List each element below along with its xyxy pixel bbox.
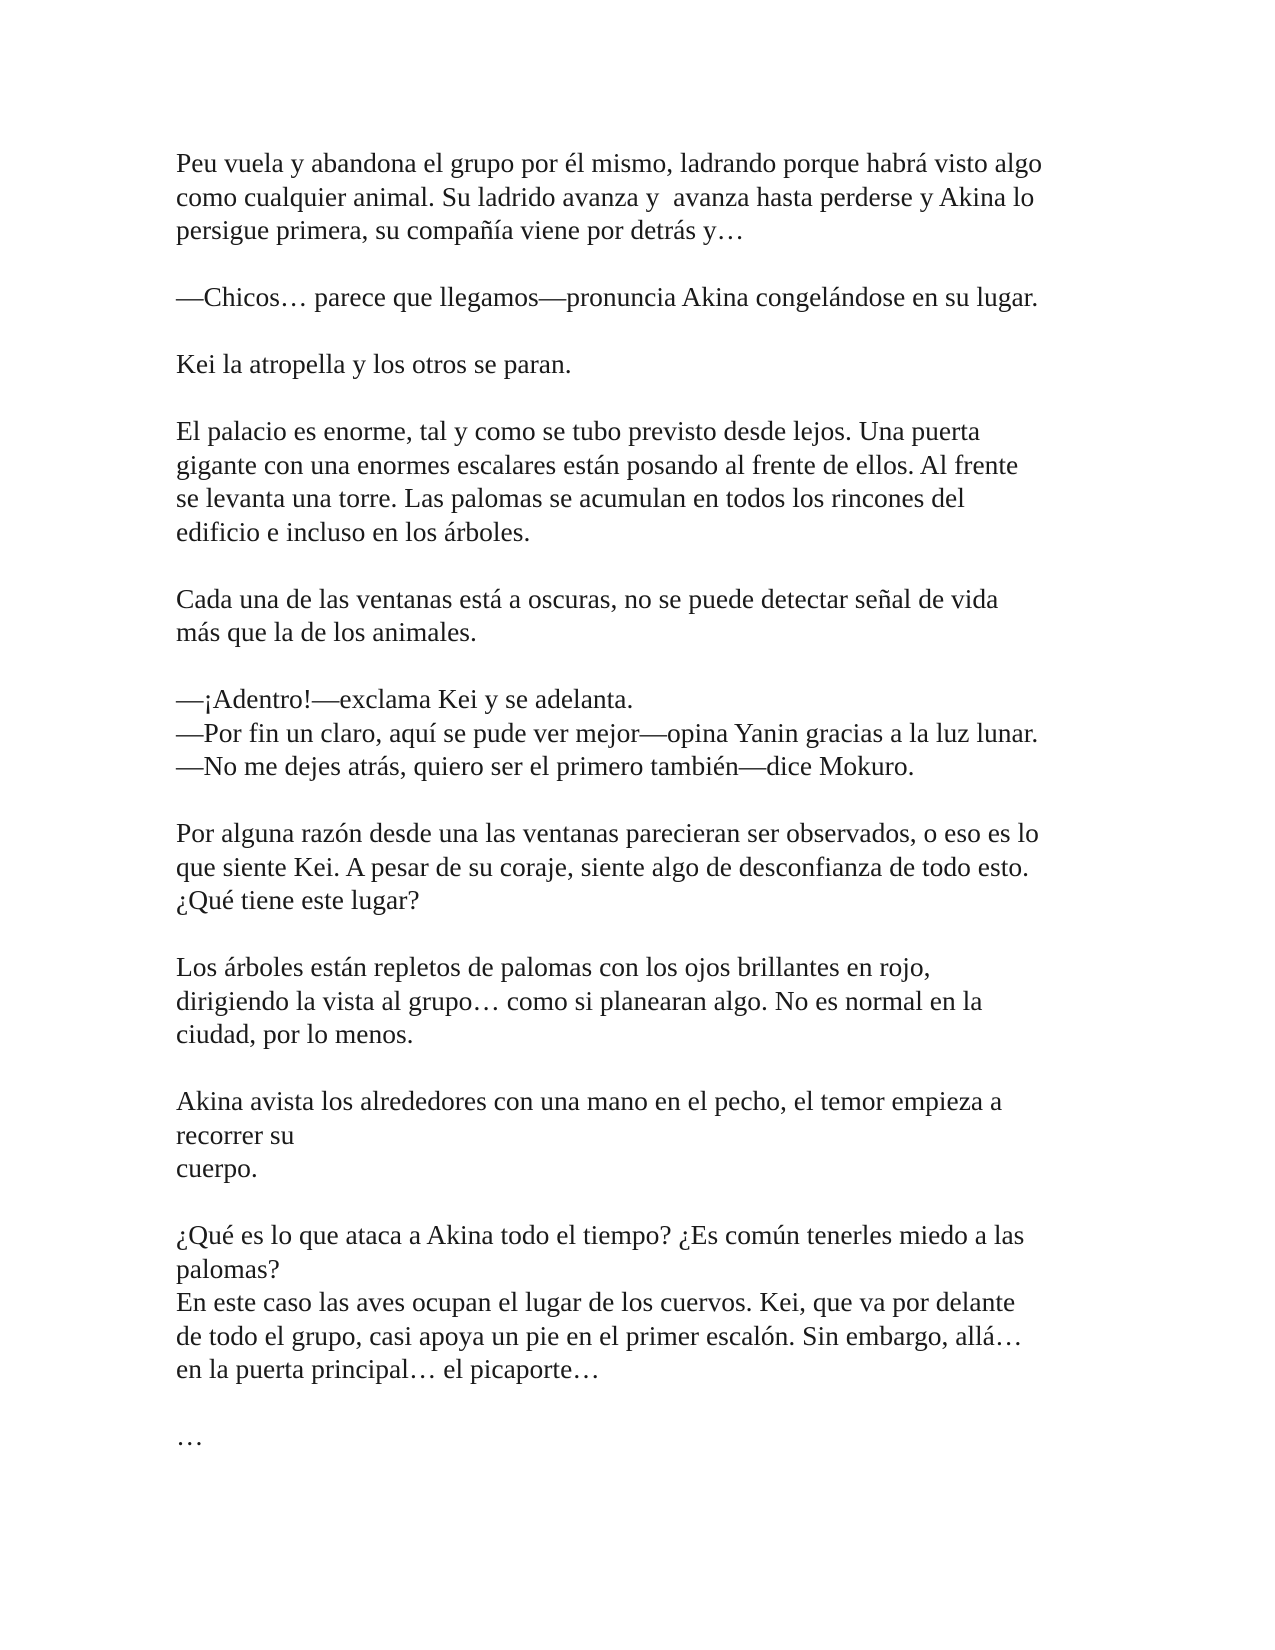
text-line: Peu vuela y abandona el grupo por él mismo, ladrando porque habrá visto algo [176,147,1043,178]
text-line: dirigiendo la vista al grupo… como si planearan algo. No es normal en la [176,984,983,1016]
text-line: Kei la atropella y los otros se paran. [176,348,572,379]
text-line: ¿Qué es lo que ataca a Akina todo el tiempo? ¿Es común tenerles miedo a las [176,1219,1025,1250]
text-line: persigue primera, su compañía viene por detrás y… [176,214,745,245]
paragraph [176,1084,1116,1185]
paragraph [176,280,1116,314]
paragraph [176,816,1116,917]
text-line: que siente Kei. A pesar de su coraje, siente algo de desconfianza de todo esto. [176,850,1029,882]
text-line: recorrer su [176,1118,295,1150]
paragraph [176,582,1116,649]
text-line: El palacio es enorme, tal y como se tubo previsto desde lejos. Una puerta [176,415,981,446]
dialogue-line: —No me dejes atrás, quiero ser el primero también—dice Mokuro. [176,750,915,781]
text-line: en la puerta principal… el picaporte… [176,1353,600,1384]
text-line: de todo el grupo, casi apoya un pie en el primer escalón. Sin embargo, allá… [176,1319,1023,1351]
text-line: Akina avista los alrededores con una mano en el pecho, el temor empieza a [176,1085,1003,1116]
paragraph [176,414,1116,548]
text-line: En este caso las aves ocupan el lugar de los cuervos. Kei, que va por delante [176,1286,1016,1317]
text-line: Por alguna razón desde una las ventanas parecieran ser observados, o eso es lo [176,817,1039,848]
dialogue-line: —Chicos… parece que llegamos—pronuncia Akina congelándose en su lugar. [176,281,1039,312]
paragraph [176,682,1116,783]
paragraph [176,1419,1116,1453]
text-line: edificio e incluso en los árboles. [176,515,531,547]
text-line: Los árboles están repletos de palomas con los ojos brillantes en rojo, [176,951,931,982]
text-line: más que la de los animales. [176,616,477,647]
text-line: gigante con una enormes escalares están posando al frente de ellos. Al frente [176,448,1019,480]
text-line: ciudad, por lo menos. [176,1018,414,1049]
text-line: como cualquier animal. Su ladrido avanza y avanza hasta perderse y Akina lo [176,180,1035,212]
text-line: ¿Qué tiene este lugar? [176,884,420,915]
dialogue-line: —Por fin un claro, aquí se pude ver mejor—opina Yanin gracias a la luz lunar. [176,716,1039,748]
paragraph [176,950,1116,1051]
paragraph [176,1218,1116,1386]
ellipsis-line: … [176,1420,204,1451]
dialogue-line: —¡Adentro!—exclama Kei y se adelanta. [176,683,634,714]
body-text [176,146,1116,1453]
text-line: se levanta una torre. Las palomas se acumulan en todos los rincones del [176,482,965,513]
text-line: palomas? [176,1252,280,1284]
text-line: cuerpo. [176,1152,258,1183]
text-line: Cada una de las ventanas está a oscuras, no se puede detectar señal de vida [176,582,999,614]
paragraph [176,347,1116,381]
paragraph [176,146,1116,247]
